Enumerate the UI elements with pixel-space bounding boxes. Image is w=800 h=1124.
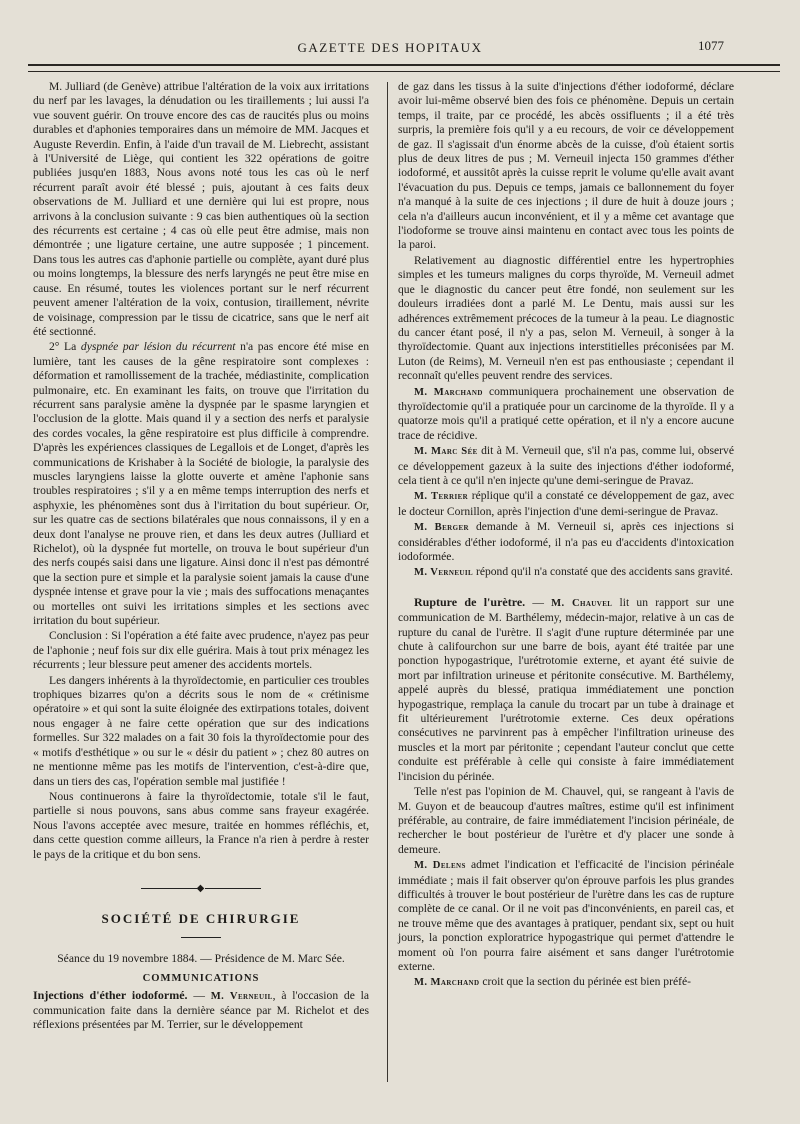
paragraph-rupture: Rupture de l'urètre. — M. Chauvel lit un rapport sur une communication de M. Barthélemy, médecin-major, relative à un cas de rupture du canal de l'urètre. Il s'agit d'une rupture déterminée par une chute à califourchon sur une barre de bois, ayant été traitée par une ponction hypogastrique, l'urétrotomie externe, et ayant été suivie de mort par infiltration urineuse et péritonite consécutive. M. Barthélemy, appelé auprès du blessé, pratiqua immédiatement une ponction hypogastrique, remplaça la canule du trocart par un tube à drainage et fit ultérieurement l'urétrotomie externe. Ces deux opérations consécutives ne parvinrent pas à empêcher l'infiltration urineuse des muscles et la mort par péritonite ; cependant l'auteur conclut que cette conduite est préférable à celle qui consiste à faire immédiatement l'incision du périnée. — [398, 594, 735, 783]
paragraph-berger: M. Berger demande à M. Verneuil si, après ces injections si considérables d'éther iodoformé, il n'a pas eu d'accidents d'intoxication iodoformée. — [398, 520, 734, 563]
paragraph-gaz: de gaz dans les tissus à la suite d'injections d'éther iodoformé, déclare avoir lui-même observé bien des fois ce phénomène. Depuis un certain temps, il traite, par ce procédé, les abcès ossifluents ; il a été très surpris, la première fois qu'il y a eu recours, de voir ce développement de gaz. Il s'agissait d'un énorme abcès de la cuisse, d'où étaient sortis plus de deux litres de pus ; M. Verneuil injecta 150 grammes d'éther iodoformé, et aussitôt après la cuisse reprit le volume qu'elle avait avant l'évacuation du pus. Depuis ce temps, jamais ce ballonnement du foyer n'a manqué à la suite de ces injections ; il dure de huit à douze jours ; cela n'a d'ailleurs aucun inconvénient, et il y a même cet avantage que l'iodoforme se trouve ainsi maintenu en contact avec tous les points de la paroi. — [398, 80, 734, 252]
speaker-name: M. Marc Sée — [414, 446, 478, 458]
speaker-name: M. Verneuil — [210, 990, 273, 1002]
speaker-name: M. Chauvel — [551, 597, 613, 609]
column-divider — [387, 82, 388, 1082]
running-title: GAZETTE DES HOPITAUX — [297, 40, 483, 55]
paragraph-conclusion: Conclusion : Si l'opération a été faite avec prudence, n'ayez pas peur de l'aphonie ; neuf fois sur dix elle guérira. Mais à tout prix ménagez les récurrents ; leur blessure peut amener des accidents mortels. — [33, 629, 369, 672]
paragraph-julliard: M. Julliard (de Genève) attribue l'altération de la voix aux irritations du nerf par les lavages, la dénudation ou les tiraillements ; lui aussi l'a vue souvent guérir. On trouve encore des cas de raucités plus ou moins durables et d'aphonies temporaires dans un mémoire de MM. Jacques et Auguste Reverdin. Enfin, à l'aide d'un travail de M. Liebrecht, assistant à l'Université de Liège, qui contient les 322 opérations de goitre publiées jusqu'en 1883, Nous avons noté tous les cas où le nerf récurrent paraît avoir été blessé ; puis, ajoutant à ces faits deux observations de M. Julliard et une dernière qui lui est propre, nous arrivons à la conclusion suivante : 9 cas bien authentiques où la section des récurrents est certaine ; 4 cas où elle peut être admise, mais non démontrée ; une ligature certaine, une autre supposée ; 1 pincement. Dans tous les autres cas d'aphonie partielle ou complète, ayant duré plus ou moins longtemps, la blessure des nerfs laryngés ne peut être mise en cause. En résumé, toutes les violences portant sur le nerf récurrent peuvent amener l'altération de la voix, contusion, tiraillement, névrite de voisinage, compression par le tissu de cicatrice, sans que le nerf ait été sectionné. — [33, 80, 369, 338]
speaker-name: M. Marchand — [414, 386, 483, 398]
speaker-name: M. Berger — [414, 522, 469, 534]
dyspnee-italic: dyspnée par lésion du récurrent — [80, 340, 236, 354]
header-rule-thin — [28, 71, 780, 72]
communications-heading: COMMUNICATIONS — [142, 973, 260, 985]
right-column — [398, 80, 734, 991]
paragraph-injections: Injections d'éther iodoformé. — M. Verneuil, à l'occasion de la communication faite dans la dernière séance par M. Richelot et des réflexions présentées par M. Terrier, sur le développement — [33, 987, 369, 1032]
paragraph-dangers: Les dangers inhérents à la thyroïdectomie, en particulier ces troubles trophiques bizarres qu'on a décrits sous le nom de « crétinisme opératoire » et qui sont la suite éloignée des extirpations totales, doivent nous engager à ne faire cette opération que sur des indications formelles. Sur 322 malades on a fait 30 fois la thyroïdectomie pour des « motifs d'esthétique » ou sur le « désir du patient » ; chez 80 autres on ne mentionne même pas les motifs de l'intervention, c'est-à-dire que, dans un tiers des cas, l'opération semble mal justifiée ! — [33, 673, 369, 788]
paragraph-continuerons: Nous continuerons à faire la thyroïdectomie, totale s'il le faut, partielle si nous pouvons, sans abus comme sans frayeur exagérée. Nous l'avons acceptée avec mesure, traitée en hommes réfléchis, et, dans cette question comme ailleurs, la France n'a rien à perdre à rester le pays de la critique et du bon sens. — [33, 789, 369, 861]
header-rule-thick — [28, 64, 780, 66]
paragraph-dyspnee: 2° La dyspnée par lésion du récurrent n'a pas encore été mise en lumière, tant les causes de la gêne respiratoire sont complexes : déformation et ramollissement de la trachée, médiastinite, complication pulmonaire, etc. En examinant les faits, on trouve que l'irritation du récurrent sans paralysie amène la dyspnée par le spasme laryngien et l'occlusion de la glotte. Mais quand il y a section des nerfs et paralysie des cordes vocales, la gêne respiratoire est plus difficile à comprendre. D'après les expériences classiques de Legallois et de Longet, d'après les communications de Krishaber à la Société de biologie, la paralysie des muscles laryngiens laisse la glotte ouverte et amène l'aphonie sans troubles respiratoires ; s'il y a en même temps interruption des nerfs et asphyxie, les phénomènes sont dus à l'irritation du bout supérieur. Or, sur les quatre cas de sections bilatérales que nous connaissons, il y en a deux dont l'analyse ne prouve rien, et dans les deux autres (Julliard et Richelot), où la dyspnée fut mortelle, on trouva le bout supérieur d'un des nerfs coupés saisi dans une ligature. Ainsi donc il n'est pas démontré que la section pure et simple et la paralysie soient jamais la cause d'une dyspnée intense et grave pour la vie ; mais des suffocations menaçantes ou mortelles ont suivi les irritations simples et les sections avec irritation du bout supérieur. — [33, 340, 369, 628]
ornament-glyph: ◆ — [196, 882, 206, 894]
society-underline — [181, 937, 221, 938]
paragraph-terrier: M. Terrier réplique qu'il a constaté ce développement de gaz, avec le docteur Cornillon, après l'injection d'une demi-seringue de Pravaz. — [398, 489, 735, 518]
left-column — [33, 80, 369, 1033]
paragraph-delens: M. Delens admet l'indication et l'efficacité de l'incision périnéale immédiate ; mais il fait observer qu'on éprouve parfois les plus grandes difficultés à trouver le bout postérieur de l'urètre dans les cas de rupture complète de ce canal. Or il ne voit pas d'inconvénients, en pareil cas, et ne trouve même que des avantages à pratiquer, pendant six, sept ou huit jours, la ponction exploratrice hypogastrique qui permet d'attendre le moment où l'on pourra faire aisément et sans danger l'urétrotomie externe. — [398, 858, 734, 973]
speaker-name: M. Delens — [414, 860, 466, 872]
paragraph-verneuil-reply: M. Verneuil répond qu'il n'a constaté que des accidents sans gravité. — [414, 565, 733, 579]
section-ornament — [33, 882, 369, 896]
paragraph-chauvel-opinion: Telle n'est pas l'opinion de M. Chauvel, qui, se rangeant à l'avis de M. Guyon et de beaucoup d'autres maîtres, estime qu'il est infiniment préférable, au contraire, de faire immédiatement l'incision périnéale, de rechercher le bout postérieur de l'urètre et d'y placer une sonde à demeure. — [398, 785, 734, 856]
speaker-name: M. Marchand — [414, 977, 480, 989]
session-line: Séance du 19 novembre 1884. — Présidence de M. Marc Sée. — [57, 951, 345, 965]
paragraph-marc-see: M. Marc Sée dit à M. Verneuil que, s'il n'a pas, comme lui, observé ce développement gazeux à la suite des injections d'éther iodoformé, cela tient à ce qu'il n'en injecte qu'une demi-seringue de Pravaz. — [398, 444, 734, 487]
paragraph-diagnostic: Relativement au diagnostic différentiel entre les hypertrophies simples et les tumeurs malignes du corps thyroïde, M. Verneuil admet que le diagnostic du cancer peut être fondé, non seulement sur les douleurs irradiées dont a parlé M. Le Dentu, mais aussi sur les adhérences extrêmement précoces de la tumeur à la peau. Le diagnostic du cancer étant posé, il n'y a pas, selon M. Verneuil, à songer à la thyroïdectomie. Quant aux injections interstitielles préconisées par M. Luton (de Reims), M. Verneuil n'en est pas enthousiaste ; cependant il reconnaît qu'elles peuvent rendre des services. — [398, 253, 734, 383]
society-heading: SOCIÉTÉ DE CHIRURGIE — [101, 911, 301, 927]
paragraph-marchand: M. Marchand communiquera prochainement une observation de thyroïdectomie qu'il a pratiquée pour un carcinome de la thyroïde. Il y a quatorze mois qu'il a pratiqué cette opération, et il n'y a encore aucune trace de récidive. — [398, 384, 734, 442]
speaker-name: M. Terrier — [414, 491, 469, 503]
injections-title: Injections d'éther iodoformé. — [33, 987, 188, 1002]
page-number: 1077 — [698, 38, 724, 53]
speaker-name: M. Verneuil — [414, 567, 474, 579]
rupture-title: Rupture de l'urètre. — [414, 594, 526, 609]
paragraph-marchand-2: M. Marchand croit que la section du périnée est bien préfé- — [414, 975, 691, 989]
